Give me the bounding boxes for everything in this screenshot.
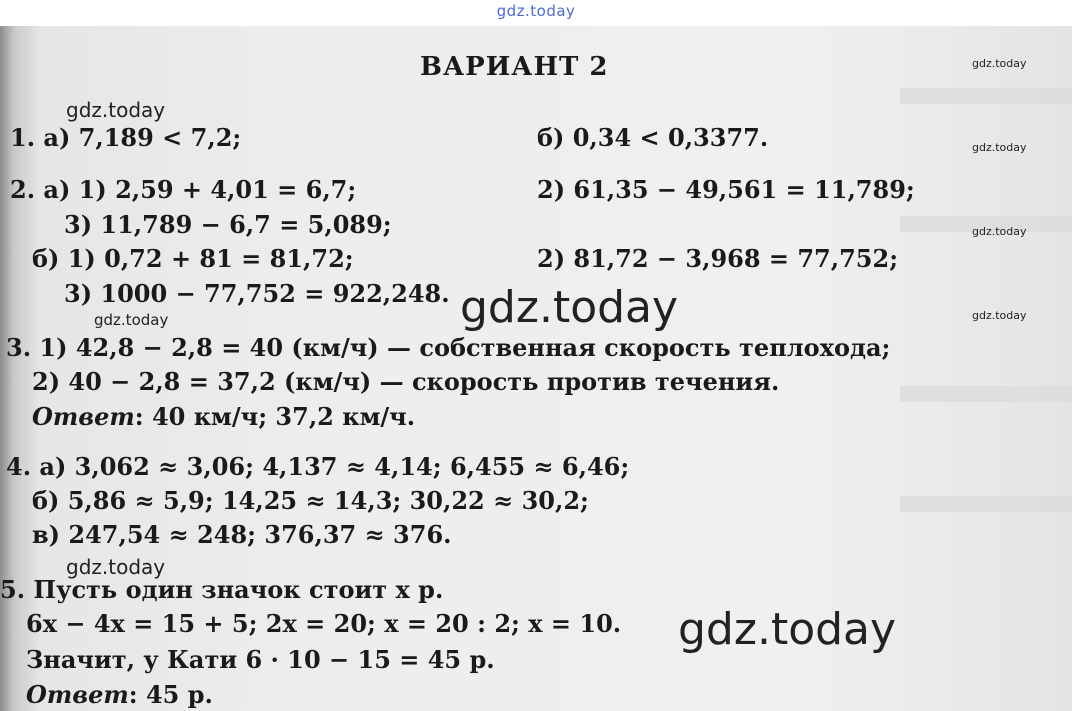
variant-heading: ВАРИАНТ 2 (420, 52, 609, 82)
watermark-small: gdz.today (972, 57, 1027, 70)
task-2a-2: 2) 61,35 − 49,561 = 11,789; (537, 175, 915, 204)
answer-label: Ответ (26, 680, 129, 709)
task-1b: б) 0,34 < 0,3377. (537, 123, 769, 152)
bleed-through-shade (900, 496, 1072, 512)
task-2b-1: б) 1) 0,72 + 81 = 81,72; (32, 244, 354, 273)
watermark-small: gdz.today (972, 225, 1027, 238)
task-3-answer (32, 402, 416, 431)
watermark-top: gdz.today (496, 2, 576, 20)
task-5-3: Значит, у Кати 6 · 10 − 15 = 45 р. (26, 645, 495, 674)
answer-label: Ответ (32, 402, 135, 431)
task-2a-3: 3) 11,789 − 6,7 = 5,089; (64, 210, 392, 239)
task-3-2: 2) 40 − 2,8 = 37,2 (км/ч) — скорость против течения. (32, 367, 780, 396)
answer-value: : 45 р. (128, 680, 213, 709)
task-2b-2: 2) 81,72 − 3,968 = 77,752; (537, 244, 899, 273)
task-5-2: 6x − 4x = 15 + 5; 2x = 20; x = 20 : 2; x = 10. (26, 609, 622, 638)
watermark-large: gdz.today (460, 282, 679, 333)
task-2a-1: 2. а) 1) 2,59 + 4,01 = 6,7; (10, 175, 357, 204)
watermark-small: gdz.today (94, 311, 169, 329)
bleed-through-shade (900, 386, 1072, 402)
answer-value: : 40 км/ч; 37,2 км/ч. (134, 402, 416, 431)
bleed-through-shade (900, 88, 1072, 104)
task-2b-3: 3) 1000 − 77,752 = 922,248. (64, 279, 450, 308)
task-4b: б) 5,86 ≈ 5,9; 14,25 ≈ 14,3; 30,22 ≈ 30,2; (32, 486, 589, 515)
task-5-1: 5. Пусть один значок стоит x р. (0, 575, 444, 604)
watermark-large: gdz.today (678, 604, 897, 655)
watermark-medium: gdz.today (66, 98, 166, 122)
task-4c: в) 247,54 ≈ 248; 376,37 ≈ 376. (32, 520, 452, 549)
watermark-small: gdz.today (972, 141, 1027, 154)
watermark-small: gdz.today (972, 309, 1027, 322)
task-3-1: 3. 1) 42,8 − 2,8 = 40 (км/ч) — собственная скорость теплохода; (6, 333, 891, 362)
watermark-medium: gdz.today (66, 555, 166, 579)
task-1a: 1. а) 7,189 < 7,2; (10, 123, 242, 152)
task-5-answer (26, 680, 213, 709)
task-4a: 4. а) 3,062 ≈ 3,06; 4,137 ≈ 4,14; 6,455 ≈ 6,46; (6, 452, 630, 481)
